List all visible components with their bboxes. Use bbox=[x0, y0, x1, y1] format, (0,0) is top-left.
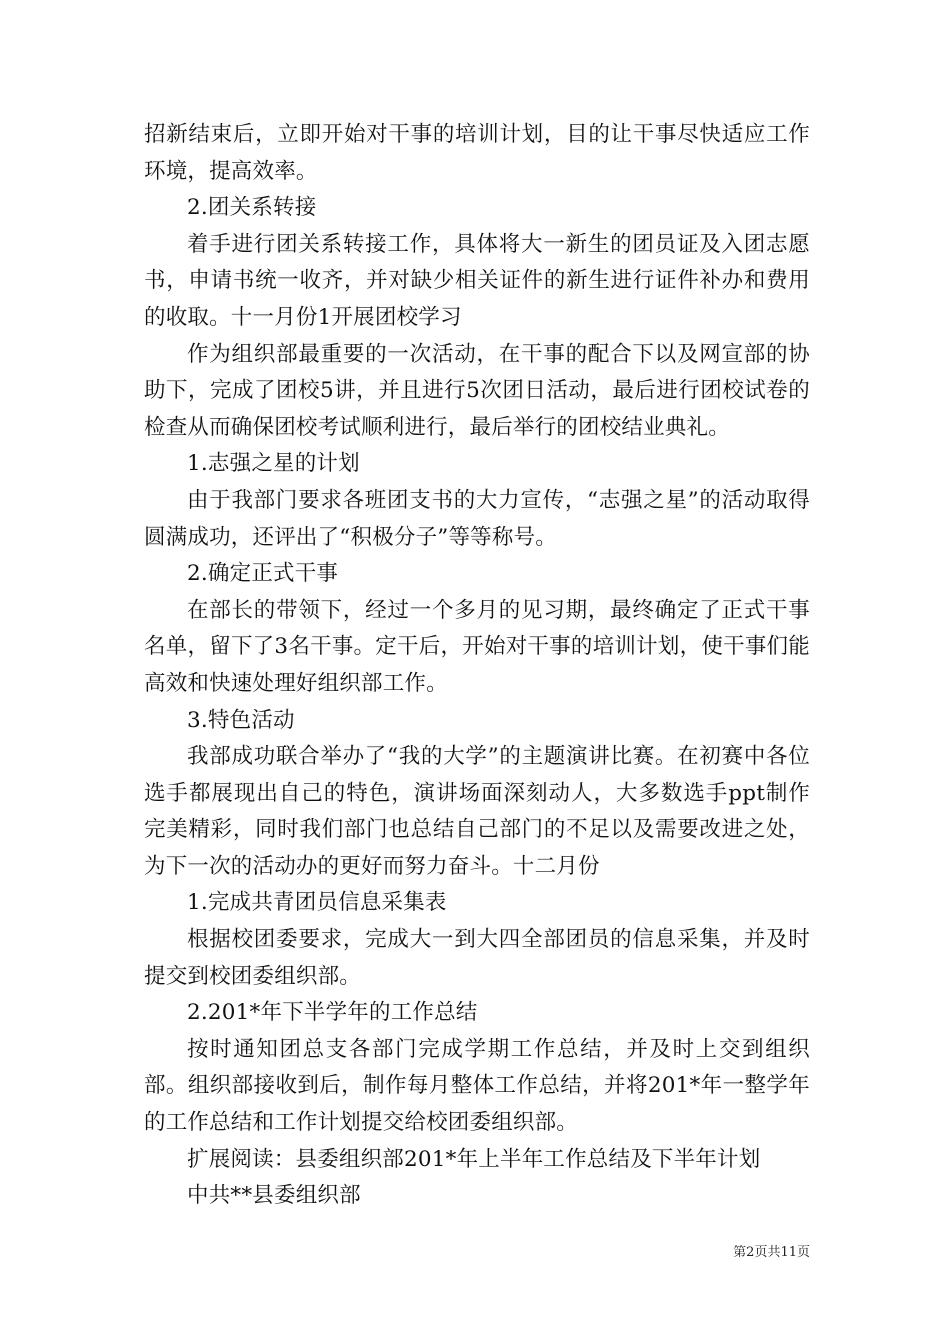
paragraph-info-collection: 根据校团委要求，完成大一到大四全部团员的信息采集，并及时提交到校团委组织部。 bbox=[144, 927, 810, 989]
paragraph-official-staff: 在部长的带领下，经过一个多月的见习期，最终确定了正式干事名单，留下了3名干事。定干后，开始对干事的培训计划，使干事们能高效和快速处理好组织部工作。 bbox=[144, 597, 810, 696]
heading-work-summary: 2.201*年下半学年的工作总结 bbox=[187, 1000, 478, 1026]
paragraph-star-plan: 由于我部门要求各班团支书的大力宣传，“志强之星”的活动取得圆满成功，还评出了“积极分子”等等称号。 bbox=[144, 487, 810, 550]
paragraph-work-summary: 按时通知团总支各部门完成学期工作总结，并及时上交到组织部。组织部接收到后，制作每月整体工作总结，并将201*年一整学年的工作总结和工作计划提交给校团委组织部。 bbox=[144, 1036, 810, 1136]
paragraph-league-transfer: 着手进行团关系转接工作，具体将大一新生的团员证及入团志愿书，申请书统一收齐，并对缺少相关证件的新生进行证件补办和费用的收取。十一月份1开展团校学习 bbox=[144, 231, 810, 330]
paragraph-league-school: 作为组织部最重要的一次活动，在干事的配合下以及网宣部的协助下，完成了团校5讲，并且进行5次团日活动，最后进行团校试卷的检查从而确保团校考试顺利进行，最后举行的团校结业典礼。 bbox=[144, 341, 810, 440]
heading-special-activity: 3.特色活动 bbox=[187, 707, 295, 733]
heading-official-staff: 2.确定正式干事 bbox=[187, 561, 339, 587]
paragraph-continuation: 招新结束后，立即开始对干事的培训计划，目的让干事尽快适应工作环境，提高效率。 bbox=[144, 122, 810, 184]
paragraph-extended-reading: 扩展阅读：县委组织部201*年上半年工作总结及下半年计划 bbox=[187, 1146, 761, 1172]
heading-league-transfer: 2.团关系转接 bbox=[187, 195, 317, 221]
heading-info-collection: 1.完成共青团员信息采集表 bbox=[187, 890, 447, 916]
paragraph-special-activity: 我部成功联合举办了“我的大学”的主题演讲比赛。在初赛中各位选手都展现出自己的特色，演讲场面深刻动人，大多数选手ppt制作完美精彩，同时我们部门也总结自己部门的不足以及需要改进之处，为下一次的活动办的更好而努力奋斗。十二月份 bbox=[144, 744, 810, 879]
document-body bbox=[144, 117, 810, 1215]
paragraph-county-committee: 中共**县委组织部 bbox=[187, 1183, 361, 1209]
page-number-footer: 第2页共11页 bbox=[733, 1245, 810, 1260]
heading-star-plan: 1.志强之星的计划 bbox=[187, 451, 360, 477]
